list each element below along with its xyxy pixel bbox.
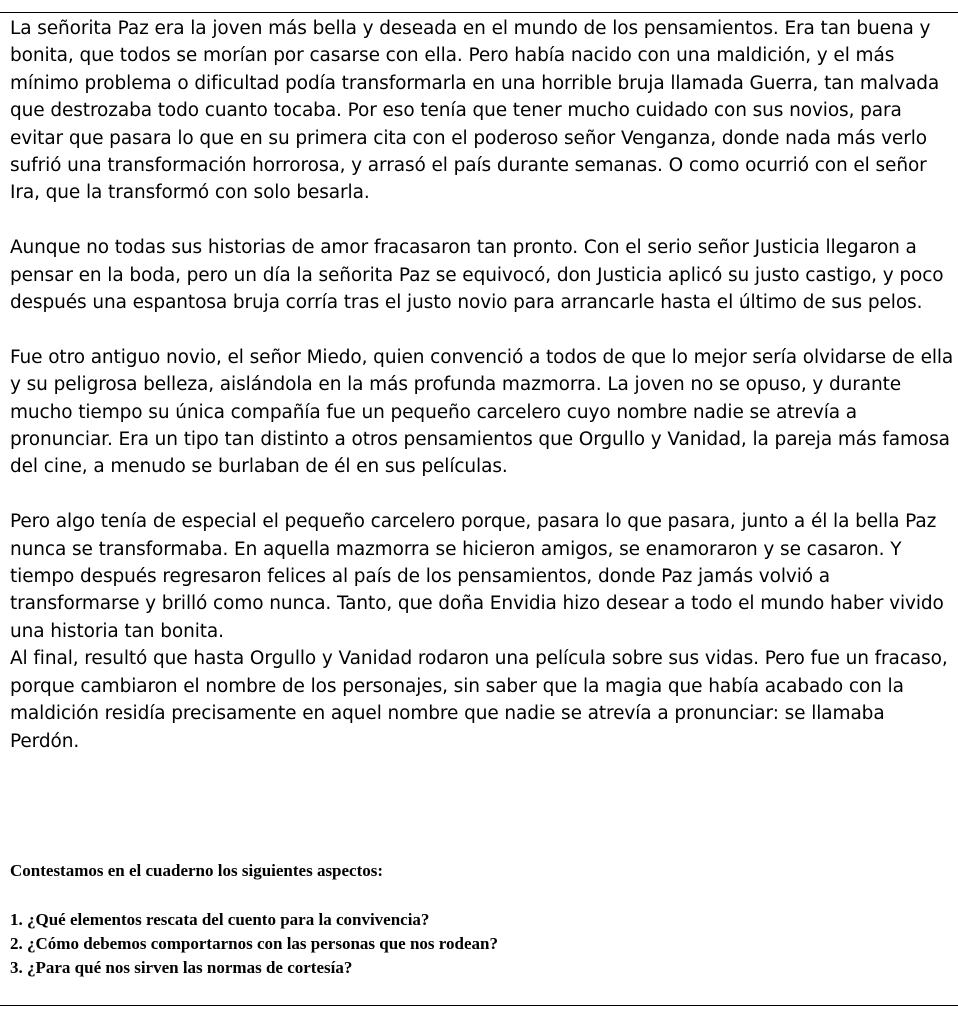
story-text: [10, 15, 955, 755]
story-paragraph-3: Fue otro antiguo novio, el señor Miedo, quien convenció a todos de que lo mejor sería olvidarse de ella y su peligrosa belleza, aislándola en la más profunda mazmorra. La joven no se opuso, y durante mucho tiempo su única compañía fue un pequeño carcelero cuyo nombre nadie se atrevía a pronunciar. Era un tipo tan distinto a otros pensamientos que Orgullo y Vanidad, la pareja más famosa del cine, a menudo se burlaban de él en sus películas.: [10, 346, 954, 478]
story-paragraph-4: Pero algo tenía de especial el pequeño carcelero porque, pasara lo que pasara, junto a él la bella Paz nunca se transformaba. En aquella mazmorra se hicieron amigos, se enamoraron y se casaron. Y tiempo después regresaron felices al país de los pensamientos, donde Paz jamás volvió a transformarse y brilló como nunca. Tanto, que doña Envidia hizo desear a todo el mundo haber vivido una historia tan bonita.: [10, 511, 944, 642]
top-rule: [0, 12, 958, 13]
bottom-rule: [0, 1005, 958, 1006]
question-list: [10, 908, 950, 980]
activity-heading: Contestamos en el cuaderno los siguientes aspectos:: [10, 861, 384, 880]
story-paragraph-1: La señorita Paz era la joven más bella y deseada en el mundo de los pensamientos. Era tan buena y bonita, que todos se morían por casarse con ella. Pero había nacido con una maldición, y el más mínimo problema o dificultad podía transformarla en una horrible bruja llamada Guerra, tan malvada que destrozaba todo cuanto tocaba. Por eso tenía que tener mucho cuidado con sus novios, para evitar que pasara lo que en su primera cita con el poderoso señor Venganza, donde nada más verlo sufrió una transformación horrorosa, y arrasó el país durante semanas. O como ocurrió con el señor Ira, que la transformó con solo besarla.: [10, 18, 940, 204]
story-paragraph-5: Al final, resultó que hasta Orgullo y Vanidad rodaron una película sobre sus vidas. Pero fue un fracaso, porque cambiaron el nombre de los personajes, sin saber que la magia que había acabado con la maldición residía precisamente en aquel nombre que nadie se atrevía a pronunciar: se llamaba Perdón.: [10, 648, 948, 752]
story-paragraph-2: Aunque no todas sus historias de amor fracasaron tan pronto. Con el serio señor Justicia llegaron a pensar en la boda, pero un día la señorita Paz se equivocó, don Justicia aplicó su justo castigo, y poco después una espantosa bruja corría tras el justo novio para arrancarle hasta el último de sus pelos.: [10, 237, 944, 314]
question-item-1: 1. ¿Qué elementos rescata del cuento para la convivencia?: [10, 910, 430, 929]
question-item-3: 3. ¿Para qué nos sirven las normas de cortesía?: [10, 958, 353, 977]
activity-section: [10, 858, 950, 980]
question-item-2: 2. ¿Cómo debemos comportarnos con las personas que nos rodean?: [10, 934, 498, 953]
